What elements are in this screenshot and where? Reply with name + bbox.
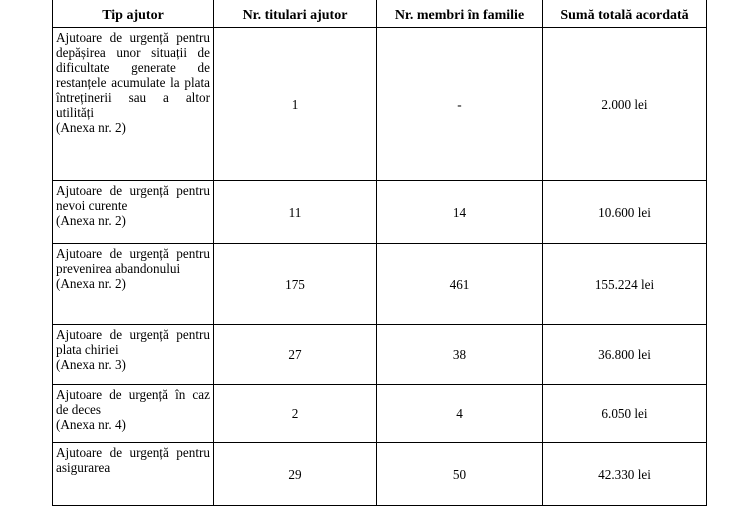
aid-type-cell <box>53 181 214 244</box>
aid-table <box>52 0 707 506</box>
holders-cell: 2 <box>214 385 377 443</box>
aid-type-cell <box>53 28 214 181</box>
members-cell: 461 <box>377 244 543 325</box>
aid-type-name: Ajutoare de urgență pentru nevoi curente <box>56 183 210 213</box>
total-cell: 155.224 lei <box>543 244 707 325</box>
members-cell: 4 <box>377 385 543 443</box>
aid-type-cell <box>53 244 214 325</box>
annex-reference: (Anexa nr. 4) <box>56 417 126 432</box>
annex-reference: (Anexa nr. 2) <box>56 276 126 291</box>
annex-reference: (Anexa nr. 2) <box>56 120 126 135</box>
aid-type-name: Ajutoare de urgență pentru prevenirea abandonului <box>56 246 210 276</box>
header-holders: Nr. titulari ajutor <box>214 0 377 28</box>
table-row <box>53 325 707 385</box>
aid-type-name: Ajutoare de urgență pentru plata chiriei <box>56 327 210 357</box>
members-cell: 50 <box>377 443 543 506</box>
annex-reference: (Anexa nr. 2) <box>56 213 126 228</box>
aid-type-cell <box>53 385 214 443</box>
total-cell: 6.050 lei <box>543 385 707 443</box>
total-cell: 42.330 lei <box>543 443 707 506</box>
header-aid-type: Tip ajutor <box>53 0 214 28</box>
aid-type-name: Ajutoare de urgență în caz de deces <box>56 387 210 417</box>
table-row <box>53 443 707 506</box>
holders-cell: 11 <box>214 181 377 244</box>
table-row <box>53 181 707 244</box>
holders-cell: 1 <box>214 28 377 181</box>
table-row <box>53 385 707 443</box>
table-row <box>53 244 707 325</box>
table-row <box>53 28 707 181</box>
header-total-amount: Sumă totală acordată <box>543 0 707 28</box>
holders-cell: 175 <box>214 244 377 325</box>
total-cell: 36.800 lei <box>543 325 707 385</box>
aid-type-name: Ajutoare de urgență pentru depășirea unor situații de dificultate generate de restanțele acumulate la plata întreținerii sau a altor utilități <box>56 30 210 120</box>
aid-type-name: Ajutoare de urgență pentru asigurarea <box>56 445 210 475</box>
holders-cell: 27 <box>214 325 377 385</box>
total-cell: 2.000 lei <box>543 28 707 181</box>
header-family-members: Nr. membri în familie <box>377 0 543 28</box>
annex-reference: (Anexa nr. 3) <box>56 357 126 372</box>
members-cell: 14 <box>377 181 543 244</box>
members-cell: - <box>377 28 543 181</box>
holders-cell: 29 <box>214 443 377 506</box>
aid-type-cell <box>53 443 214 506</box>
aid-type-cell <box>53 325 214 385</box>
total-cell: 10.600 lei <box>543 181 707 244</box>
table-header-row <box>53 0 707 28</box>
members-cell: 38 <box>377 325 543 385</box>
